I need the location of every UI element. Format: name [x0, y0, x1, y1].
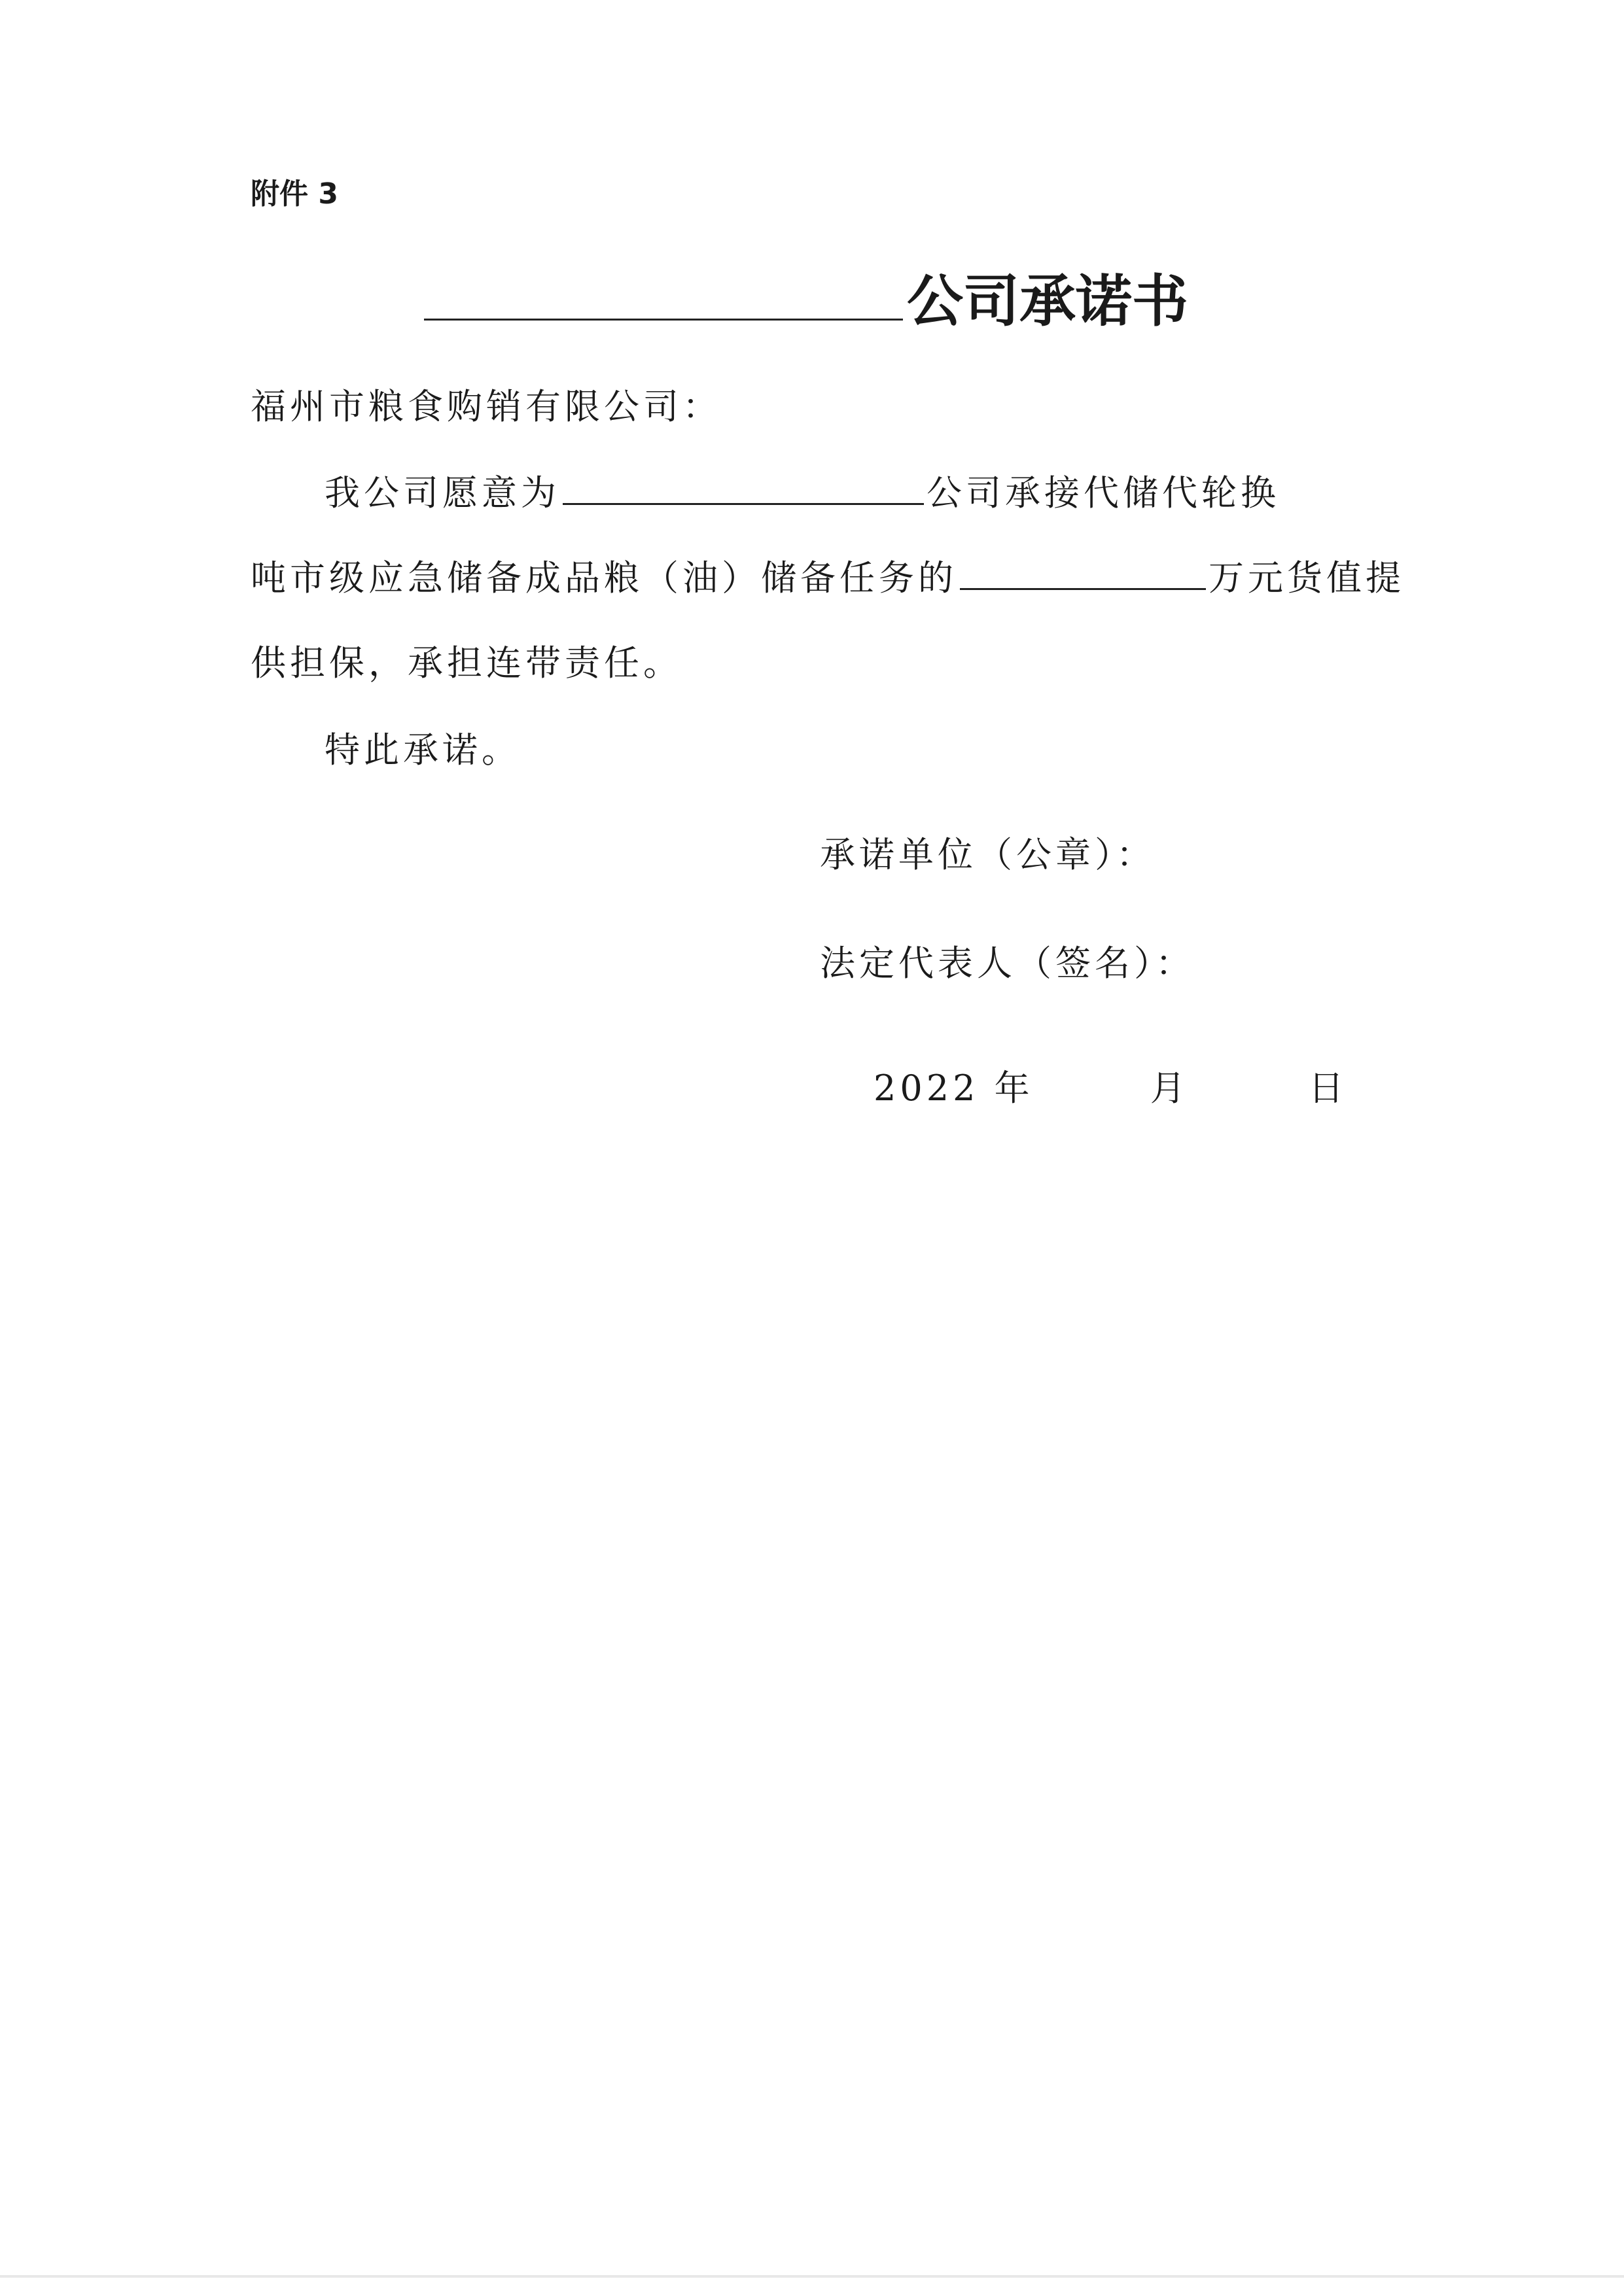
title-suffix: 公司承诺书	[907, 269, 1188, 334]
commitment-line-1	[325, 472, 1280, 513]
date-month: 月	[1150, 1068, 1190, 1109]
commitment-line-3: 供担保，承担连带责任。	[251, 642, 682, 684]
date-year: 2022 年	[874, 1068, 1034, 1109]
commitment-text-4: 万元货值提	[1209, 557, 1405, 599]
date-day: 日	[1308, 1068, 1348, 1109]
addressee: 福州市粮食购销有限公司：	[251, 386, 722, 427]
document-title	[424, 269, 1188, 334]
committing-unit-label: 承诺单位（公章）：	[820, 834, 1156, 875]
date-line	[874, 1068, 1348, 1109]
commitment-line-2	[251, 557, 1405, 599]
legal-representative-label: 法定代表人（签名）：	[820, 943, 1195, 984]
company-name-blank[interactable]	[424, 318, 903, 321]
amount-blank[interactable]	[960, 587, 1206, 590]
commitment-text-3: 吨市级应急储备成品粮（油）储备任务的	[251, 557, 957, 599]
guaranteed-company-blank[interactable]	[563, 502, 924, 505]
attachment-label: 附件 3	[251, 177, 338, 211]
scan-edge-line	[0, 2275, 1624, 2278]
closing-statement: 特此承诺。	[325, 729, 521, 771]
commitment-text-2: 公司承接代储代轮换	[927, 472, 1280, 513]
commitment-text-1: 我公司愿意为	[325, 472, 560, 513]
